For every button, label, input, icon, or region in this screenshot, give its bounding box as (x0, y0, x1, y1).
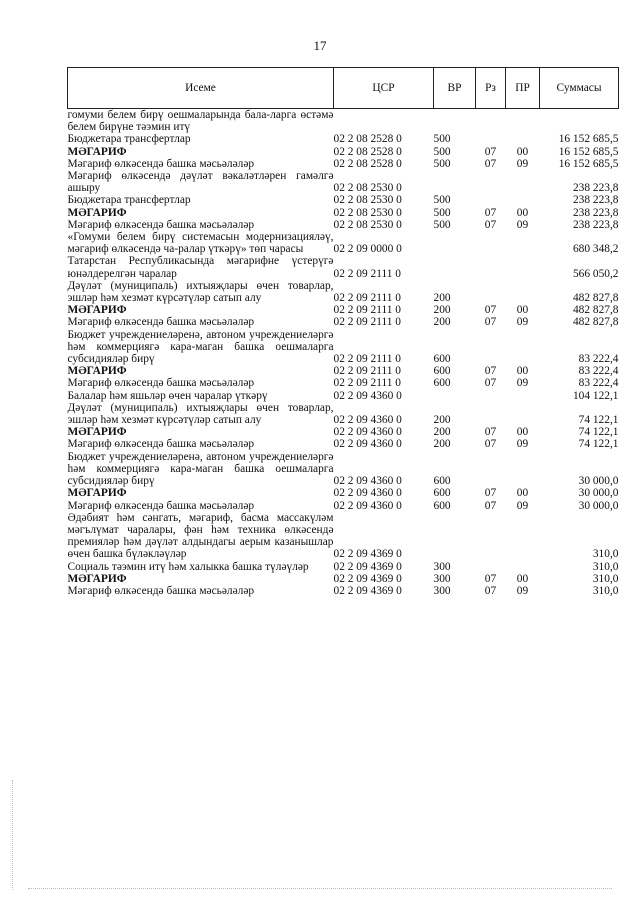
cell-csr: 02 2 09 4360 0 (333, 438, 402, 451)
cell-sum: 482 827,8 (572, 292, 619, 305)
row-name-text: Мәгариф өлкәсендә башка мәсьәләләр (67, 157, 255, 170)
cell-csr: 02 2 09 4360 0 (333, 389, 402, 402)
cell-name (68, 426, 334, 438)
column-header-rz: Рз (476, 68, 506, 109)
cell-name (68, 219, 334, 231)
row-name-text: Мәгариф өлкәсендә башка мәсьәләләр (67, 584, 255, 597)
table-row (68, 316, 619, 328)
table-row (68, 280, 619, 304)
cell-name (68, 438, 334, 450)
cell-rz: 07 (484, 206, 497, 219)
cell-rz (476, 451, 506, 488)
cell-pr: 00 (516, 365, 529, 378)
cell-csr: 02 2 09 2111 0 (333, 365, 401, 378)
cell-name (68, 390, 334, 402)
cell-vr: 200 (433, 316, 451, 329)
table-row (68, 255, 619, 279)
cell-vr: 200 (433, 438, 451, 451)
cell-csr: 02 2 09 2111 0 (333, 292, 401, 305)
row-name-text: МӘГАРИФ (67, 145, 127, 158)
column-header-sum: Суммасы (540, 68, 619, 109)
cell-vr (434, 109, 476, 134)
cell-pr (506, 231, 540, 255)
cell-name (68, 316, 334, 328)
cell-name (68, 158, 334, 170)
cell-rz: 07 (484, 584, 497, 597)
table-row (68, 377, 619, 389)
cell-pr (506, 280, 540, 304)
cell-name (68, 512, 334, 561)
cell-pr (506, 329, 540, 366)
cell-rz (476, 133, 506, 145)
table-row (68, 170, 619, 194)
cell-name (68, 402, 334, 426)
table-row (68, 573, 619, 585)
row-name-text: Дәүләт (муниципаль) ихтыяҗлары өчен товарлар, эшләр һәм хезмәт күрсәтүләр сатып алу (67, 401, 334, 427)
cell-rz: 07 (484, 316, 497, 329)
row-name-text: Бюджетара трансфертлар (67, 133, 191, 146)
cell-csr: 02 2 09 2111 0 (333, 377, 401, 390)
cell-rz: 07 (484, 487, 497, 500)
cell-rz: 07 (484, 304, 497, 317)
cell-sum: 238 223,8 (572, 182, 619, 195)
cell-csr: 02 2 09 4369 0 (333, 584, 402, 597)
cell-csr: 02 2 08 2528 0 (333, 145, 402, 158)
cell-vr (434, 255, 476, 279)
row-name-text: Бюджет учреждениеләренә, автоном учреждениеләргә һәм коммерциягә кара-маган башка оешмаларга субсидияләр бирү (67, 328, 334, 366)
cell-vr: 600 (433, 475, 451, 488)
row-name-text: Мәгариф өлкәсендә башка мәсьәләләр (67, 218, 255, 231)
cell-name (68, 255, 334, 279)
table-row (68, 231, 619, 255)
cell-rz (476, 561, 506, 573)
cell-vr (434, 512, 476, 561)
row-name-text: Бюджет учреждениеләренә, автоном учреждениеләргә һәм коммерциягә кара-маган башка оешмаларга субсидияләр бирү (67, 450, 334, 488)
cell-rz (476, 231, 506, 255)
cell-csr (334, 109, 434, 134)
cell-pr: 09 (516, 377, 529, 390)
cell-rz (476, 402, 506, 426)
budget-table (67, 67, 619, 597)
cell-rz (476, 329, 506, 366)
cell-vr: 500 (433, 218, 451, 231)
cell-sum: 238 223,8 (572, 206, 619, 219)
cell-vr: 600 (433, 353, 451, 366)
cell-name (68, 170, 334, 194)
column-header-pr: ПР (506, 68, 540, 109)
cell-pr (506, 512, 540, 561)
cell-sum: 16 152 685,5 (558, 157, 619, 170)
cell-vr: 500 (433, 206, 451, 219)
column-header-name: Исеме (68, 68, 334, 109)
cell-name (68, 561, 334, 573)
cell-pr (506, 561, 540, 573)
table-row (68, 487, 619, 499)
row-name-text: МӘГАРИФ (67, 206, 127, 219)
cell-rz (476, 280, 506, 304)
cell-sum: 30 000,0 (578, 499, 619, 512)
cell-pr (506, 170, 540, 194)
cell-vr: 500 (433, 194, 451, 207)
table-row (68, 512, 619, 561)
cell-name (68, 329, 334, 366)
row-name-text: Дәүләт (муниципаль) ихтыяҗлары өчен товарлар, эшләр һәм хезмәт күрсәтүләр сатып алу (67, 279, 334, 305)
cell-sum: 104 122,1 (572, 389, 619, 402)
cell-csr: 02 2 09 4360 0 (333, 475, 402, 488)
cell-pr (506, 109, 540, 134)
cell-vr: 300 (433, 584, 451, 597)
row-name-text: «Гомуми белем бирү системасын модернизацияләү, мәгариф өлкәсендә ча-ралар үткәрү» төп чарасы (67, 231, 334, 256)
cell-sum: 74 122,1 (578, 426, 619, 439)
cell-pr: 00 (516, 304, 529, 317)
cell-sum: 238 223,8 (572, 218, 619, 231)
row-name-text: Бюджетара трансфертлар (67, 194, 191, 207)
cell-sum: 74 122,1 (578, 438, 619, 451)
cell-vr: 200 (433, 414, 451, 427)
cell-rz (476, 512, 506, 561)
cell-pr: 00 (516, 487, 529, 500)
cell-sum: 310,0 (592, 560, 619, 573)
bottom-dots (28, 888, 612, 890)
cell-vr: 600 (433, 499, 451, 512)
cell-pr (506, 390, 540, 402)
cell-pr (506, 451, 540, 488)
cell-csr: 02 2 09 0000 0 (333, 243, 402, 256)
cell-sum: 30 000,0 (578, 475, 619, 488)
cell-name (68, 146, 334, 158)
cell-pr: 00 (516, 426, 529, 439)
cell-rz: 07 (484, 377, 497, 390)
cell-pr: 00 (516, 572, 529, 585)
cell-name (68, 365, 334, 377)
cell-rz (476, 194, 506, 206)
cell-sum: 482 827,8 (572, 316, 619, 329)
table-row (68, 390, 619, 402)
cell-name (68, 207, 334, 219)
cell-sum: 16 152 685,5 (558, 145, 619, 158)
row-name-text: МӘГАРИФ (67, 487, 127, 500)
cell-rz: 07 (484, 145, 497, 158)
cell-rz: 07 (484, 365, 497, 378)
cell-sum: 30 000,0 (578, 487, 619, 500)
cell-sum: 310,0 (592, 584, 619, 597)
cell-vr: 600 (433, 487, 451, 500)
table-body (68, 109, 619, 598)
cell-csr: 02 2 08 2528 0 (333, 133, 402, 146)
row-name-text: гомуми белем бирү оешмаларында бала-ларга өстәмә белем бирүне тәэмин итү (67, 109, 334, 134)
cell-vr (434, 170, 476, 194)
cell-pr (506, 194, 540, 206)
cell-name (68, 487, 334, 499)
cell-vr: 500 (433, 133, 451, 146)
cell-csr: 02 2 08 2530 0 (333, 218, 402, 231)
cell-pr: 00 (516, 145, 529, 158)
table-row (68, 194, 619, 206)
row-name-text: МӘГАРИФ (67, 572, 127, 585)
table-row (68, 438, 619, 450)
cell-pr: 09 (516, 499, 529, 512)
cell-vr: 200 (433, 304, 451, 317)
cell-pr (506, 255, 540, 279)
row-name-text: МӘГАРИФ (67, 426, 127, 439)
cell-sum: 83 222,4 (578, 365, 619, 378)
table-row (68, 500, 619, 512)
table-row (68, 304, 619, 316)
page-number: 17 (313, 38, 327, 53)
cell-name (68, 573, 334, 585)
table-row (68, 451, 619, 488)
cell-name (68, 585, 334, 597)
cell-csr: 02 2 09 4360 0 (333, 487, 402, 500)
cell-rz (476, 390, 506, 402)
cell-sum: 482 827,8 (572, 304, 619, 317)
cell-name (68, 500, 334, 512)
cell-name (68, 109, 334, 134)
cell-name (68, 451, 334, 488)
table-row (68, 133, 619, 145)
cell-rz: 07 (484, 499, 497, 512)
cell-vr: 600 (433, 365, 451, 378)
cell-pr: 09 (516, 438, 529, 451)
row-name-text: Әдәбият һәм сәнгать, мәгариф, басма массакүләм мәгълүмат чаралары, фән һәм техника өлкәсендә премияләр һәм дәүләт алдындагы аерым казанышлар өчен башка бүләкләүләр (67, 511, 334, 561)
row-name-text: Балалар һәм яшьләр өчен чаралар үткәрү (67, 389, 268, 402)
cell-rz: 07 (484, 572, 497, 585)
margin-dots (12, 780, 17, 890)
cell-sum (540, 109, 619, 134)
row-name-text: Татарстан Республикасында мәгарифне үстерүгә юнәлдерелгән чаралар (67, 255, 334, 280)
cell-csr: 02 2 09 4369 0 (333, 560, 402, 573)
cell-sum: 74 122,1 (578, 414, 619, 427)
row-name-text: Социаль тәэмин итү һәм халыкка башка түләүләр (67, 560, 309, 573)
cell-vr (434, 231, 476, 255)
column-header-vr: ВР (434, 68, 476, 109)
table-row (68, 109, 619, 134)
cell-csr: 02 2 08 2528 0 (333, 157, 402, 170)
cell-csr: 02 2 09 2111 0 (333, 316, 401, 329)
cell-csr: 02 2 09 4360 0 (333, 426, 402, 439)
table-row (68, 146, 619, 158)
cell-vr (434, 390, 476, 402)
cell-vr: 200 (433, 426, 451, 439)
table-row (68, 158, 619, 170)
cell-sum: 310,0 (592, 548, 619, 561)
table-row (68, 207, 619, 219)
cell-sum: 16 152 685,5 (558, 133, 619, 146)
cell-name (68, 194, 334, 206)
table-row (68, 585, 619, 597)
cell-pr: 09 (516, 584, 529, 597)
table-row (68, 219, 619, 231)
cell-rz: 07 (484, 426, 497, 439)
table-row (68, 426, 619, 438)
cell-rz: 07 (484, 438, 497, 451)
cell-csr: 02 2 09 4360 0 (333, 414, 402, 427)
row-name-text: МӘГАРИФ (67, 365, 127, 378)
table-row (68, 402, 619, 426)
cell-csr: 02 2 09 4369 0 (333, 548, 402, 561)
cell-sum: 680 348,2 (572, 243, 619, 256)
cell-sum: 83 222,4 (578, 377, 619, 390)
cell-rz (476, 170, 506, 194)
cell-csr: 02 2 08 2530 0 (333, 182, 402, 195)
cell-pr (506, 402, 540, 426)
cell-vr: 600 (433, 377, 451, 390)
cell-rz: 07 (484, 157, 497, 170)
cell-name (68, 231, 334, 255)
row-name-text: Мәгариф өлкәсендә башка мәсьәләләр (67, 316, 255, 329)
cell-sum: 566 050,2 (572, 267, 619, 280)
cell-sum: 310,0 (592, 572, 619, 585)
cell-name (68, 133, 334, 145)
cell-vr: 200 (433, 292, 451, 305)
row-name-text: МӘГАРИФ (67, 304, 127, 317)
table-row (68, 561, 619, 573)
cell-csr: 02 2 09 2111 0 (333, 267, 401, 280)
cell-pr: 00 (516, 206, 529, 219)
cell-rz (476, 255, 506, 279)
cell-vr: 300 (433, 560, 451, 573)
cell-name (68, 377, 334, 389)
cell-rz: 07 (484, 218, 497, 231)
cell-pr: 09 (516, 218, 529, 231)
cell-csr: 02 2 09 4360 0 (333, 499, 402, 512)
cell-csr: 02 2 09 2111 0 (333, 353, 401, 366)
cell-sum: 83 222,4 (578, 353, 619, 366)
cell-pr: 09 (516, 316, 529, 329)
row-name-text: Мәгариф өлкәсендә башка мәсьәләләр (67, 377, 255, 390)
row-name-text: Мәгариф өлкәсендә дәүләт вәкаләтләрен гамәлгә ашыру (67, 170, 334, 195)
column-header-csr: ЦСР (334, 68, 434, 109)
row-name-text: Мәгариф өлкәсендә башка мәсьәләләр (67, 499, 255, 512)
cell-csr: 02 2 08 2530 0 (333, 206, 402, 219)
cell-pr (506, 133, 540, 145)
cell-csr: 02 2 08 2530 0 (333, 194, 402, 207)
table-row (68, 365, 619, 377)
cell-vr: 300 (433, 572, 451, 585)
cell-sum: 238 223,8 (572, 194, 619, 207)
cell-rz (476, 109, 506, 134)
row-name-text: Мәгариф өлкәсендә башка мәсьәләләр (67, 438, 255, 451)
cell-name (68, 304, 334, 316)
cell-vr: 500 (433, 157, 451, 170)
cell-csr: 02 2 09 2111 0 (333, 304, 401, 317)
cell-pr: 09 (516, 157, 529, 170)
cell-csr: 02 2 09 4369 0 (333, 572, 402, 585)
cell-vr: 500 (433, 145, 451, 158)
table-header-row (68, 68, 619, 109)
table-row (68, 329, 619, 366)
cell-name (68, 280, 334, 304)
